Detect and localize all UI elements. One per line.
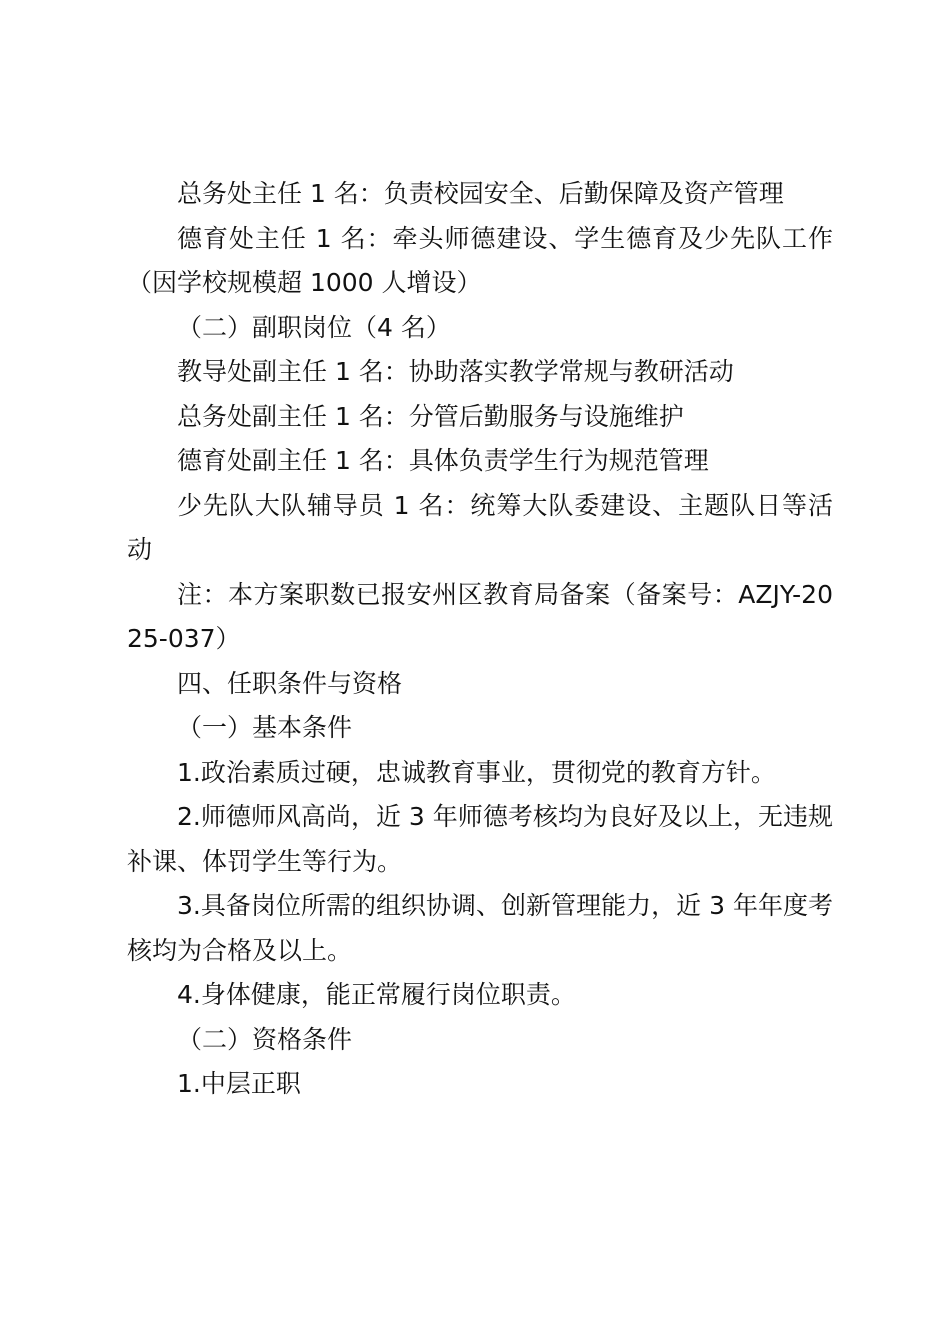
list-item-condition-1: 1.政治素质过硬，忠诚教育事业，贯彻党的教育方针。 <box>177 757 776 787</box>
list-item-condition-3: 3.具备岗位所需的组织协调、创新管理能力，近 3 年年度考核均为合格及以上。 <box>127 891 833 965</box>
subsection-basic-conditions: （一）基本条件 <box>177 713 353 742</box>
paragraph-general-affairs-deputy-director: 总务处副主任 1 名：分管后勤服务与设施维护 <box>177 401 684 431</box>
paragraph-teaching-deputy-director: 教导处副主任 1 名：协助落实教学常规与教研活动 <box>177 357 734 386</box>
list-item-middle-level-principal: 1.中层正职 <box>177 1069 301 1098</box>
list-item-condition-2: 2.师德师风高尚，近 3 年师德考核均为良好及以上，无违规补课、体罚学生等行为。 <box>127 802 833 876</box>
paragraph-young-pioneers-counselor: 少先队大队辅导员 1 名：统筹大队委建设、主题队日等活动 <box>127 490 833 564</box>
paragraph-moral-education-deputy-director: 德育处副主任 1 名：具体负责学生行为规范管理 <box>177 446 709 475</box>
section-deputy-positions: （二）副职岗位（4 名） <box>177 312 451 342</box>
subsection-qualification-conditions: （二）资格条件 <box>177 1024 353 1054</box>
document-body <box>127 172 833 1107</box>
section-heading-qualifications: 四、任职条件与资格 <box>177 668 403 698</box>
paragraph-moral-education-director: 德育处主任 1 名：牵头师德建设、学生德育及少先队工作（因学校规模超 1000 人增设） <box>127 223 833 297</box>
list-item-condition-4: 4.身体健康，能正常履行岗位职责。 <box>177 980 576 1009</box>
paragraph-note: 注：本方案职数已报安州区教育局备案（备案号：AZJY-2025-037） <box>127 579 833 653</box>
paragraph-general-affairs-director: 总务处主任 1 名：负责校园安全、后勤保障及资产管理 <box>177 179 784 208</box>
